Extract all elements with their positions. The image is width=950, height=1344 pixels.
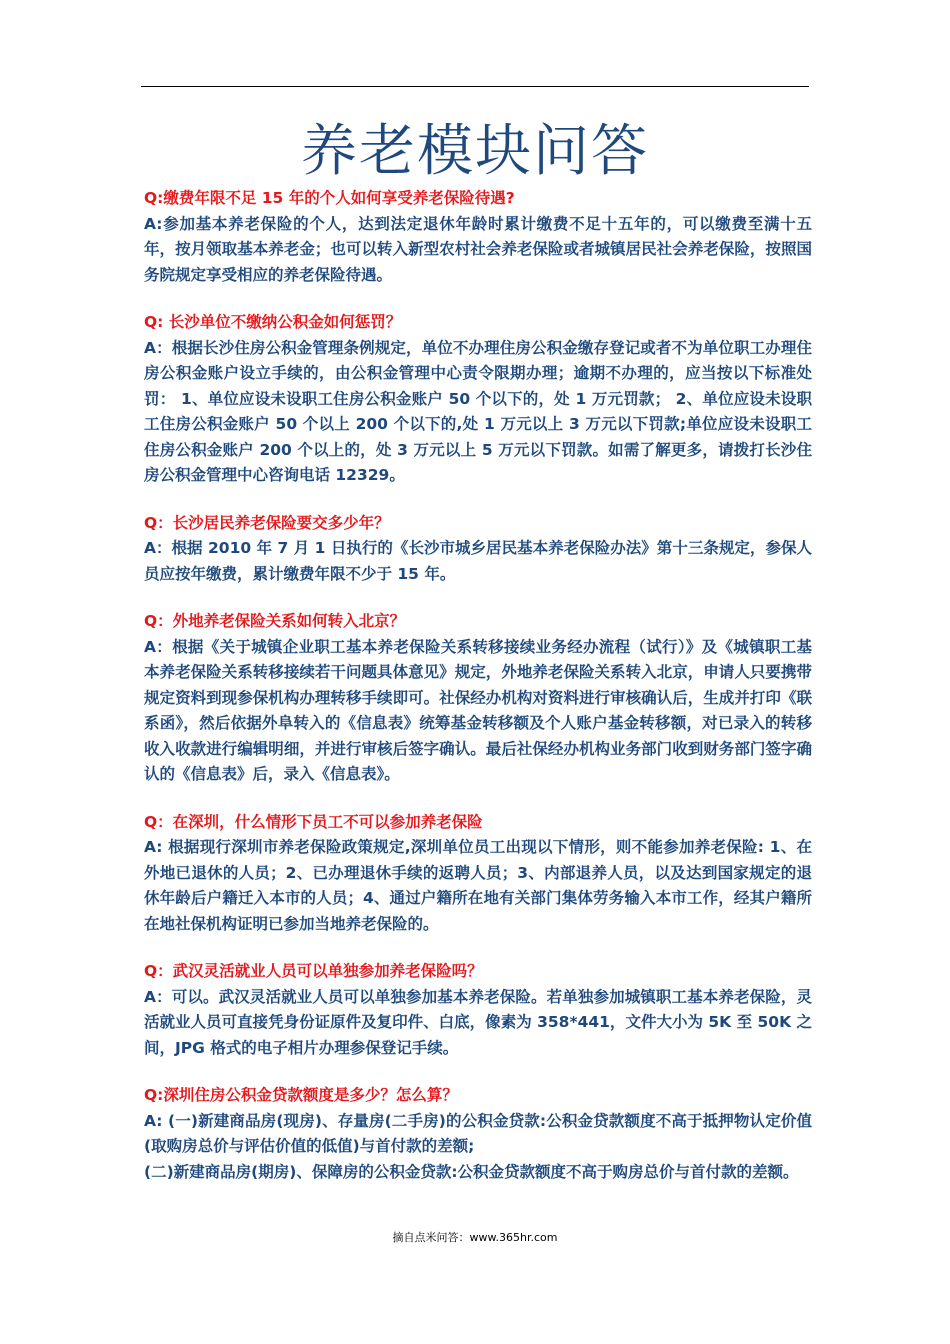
qa-item xyxy=(144,186,812,288)
answer: A: 根据现行深圳市养老保险政策规定,深圳单位员工出现以下情形，则不能参加养老保险: 1、在外地已退休的人员；2、已办理退休手续的返聘人员；3、内部退养人员，以及达到国家规定的退休年龄后户籍迁入本市的人员；4、通过户籍所在地有关部门集体劳务输入本市工作，经其户籍所在地社保机构证明已参加当地养老保险的。 xyxy=(144,838,812,933)
question: Q:深圳住房公积金贷款额度是多少？怎么算？ xyxy=(144,1086,458,1104)
page-title: 养老模块问答 xyxy=(301,119,649,184)
qa-list xyxy=(144,186,812,1207)
qa-item xyxy=(144,511,812,588)
qa-item xyxy=(144,959,812,1061)
answer: A：根据长沙住房公积金管理条例规定，单位不办理住房公积金缴存登记或者不为单位职工办理住房公积金账户设立手续的，由公积金管理中心责令限期办理；逾期不办理的，应当按以下标准处罚： 1、单位应设未设职工住房公积金账户 50 个以下的，处 1 万元罚款； 2、单位应设未设职工住房公积金账户 50 个以上 200 个以下的,处 1 万元以上 3 万元以下罚款;单位应设未设职工住房公积金账户 200 个以上的，处 3 万元以上 5 万元以下罚款。如需了解更多，请拨打长沙住房公积金管理中心咨询电话 12329。 xyxy=(144,338,812,484)
question: Q：长沙居民养老保险要交多少年？ xyxy=(144,513,390,532)
question: Q：外地养老保险关系如何转入北京？ xyxy=(144,612,406,630)
source-footer: 摘自点米问答：www.365hr.com xyxy=(392,1231,558,1244)
answer: A：根据《关于城镇企业职工基本养老保险关系转移接续业务经办流程（试行）》及《城镇职工基本养老保险关系转移接续若干问题具体意见》规定，外地养老保险关系转入北京，申请人只要携带规定资料到现参保机构办理转移手续即可。社保经办机构对资料进行审核确认后，生成并打印《联系函》，然后依据外阜转入的《信息表》统筹基金转移额及个人账户基金转移额，对已录入的转移收入收款进行编辑明细，并进行审核后签字确认。最后社保经办机构业务部门收到财务部门签字确认的《信息表》后，录入《信息表》。 xyxy=(144,637,812,783)
question: Q: 长沙单位不缴纳公积金如何惩罚？ xyxy=(144,313,402,331)
qa-item xyxy=(144,609,812,788)
answer: A: (一)新建商品房(现房)、存量房(二手房)的公积金贷款:公积金贷款额度不高于抵押物认定价值(取购房总价与评估价值的低值)与首付款的差额; xyxy=(144,1111,812,1155)
header-rule xyxy=(141,86,809,87)
answer: A：可以。武汉灵活就业人员可以单独参加基本养老保险。若单独参加城镇职工基本养老保险，灵活就业人员可直接凭身份证原件及复印件、白底，像素为 358*441，文件大小为 5K 至 50K 之间，JPG 格式的电子相片办理参保登记手续。 xyxy=(144,987,812,1057)
question: Q:缴费年限不足 15 年的个人如何享受养老保险待遇? xyxy=(144,189,515,207)
question: Q：在深圳，什么情形下员工不可以参加养老保险 xyxy=(144,812,483,831)
qa-item xyxy=(144,310,812,489)
answer: A：根据 2010 年 7 月 1 日执行的《长沙市城乡居民基本养老保险办法》第十三条规定，参保人员应按年缴费，累计缴费年限不少于 15 年。 xyxy=(144,539,812,583)
answer: A:参加基本养老保险的个人，达到法定退休年龄时累计缴费不足十五年的，可以缴费至满十五年，按月领取基本养老金；也可以转入新型农村社会养老保险或者城镇居民社会养老保险，按照国务院规定享受相应的养老保险待遇。 xyxy=(144,214,812,284)
question: Q：武汉灵活就业人员可以单独参加养老保险吗？ xyxy=(144,962,483,980)
qa-item xyxy=(144,1083,812,1185)
qa-item xyxy=(144,810,812,938)
answer-continued: (二)新建商品房(期房)、保障房的公积金贷款:公积金贷款额度不高于购房总价与首付款的差额。 xyxy=(144,1162,799,1181)
